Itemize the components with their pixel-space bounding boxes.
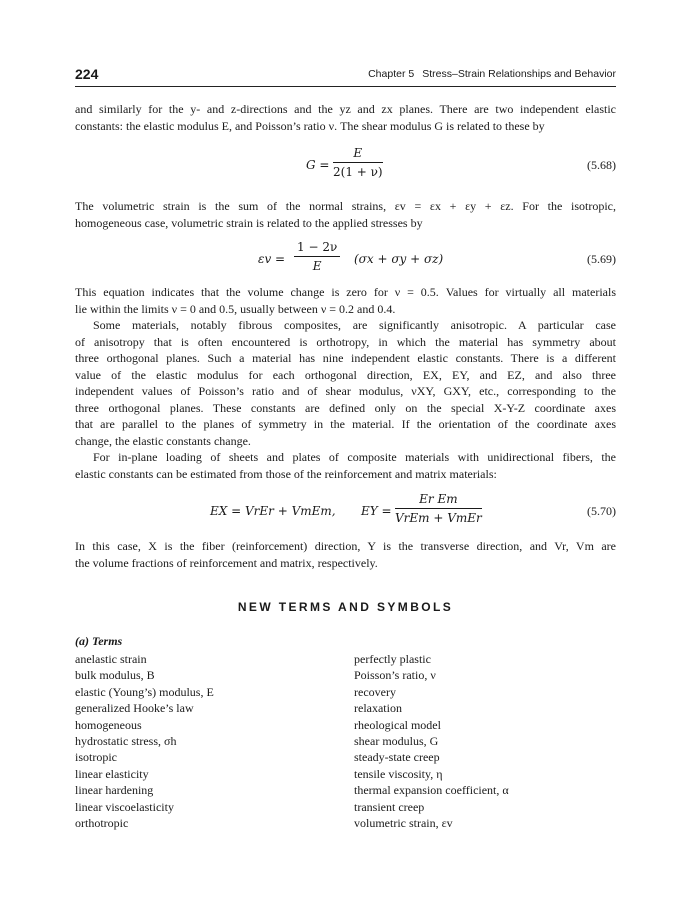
equation-lhs: εv = <box>258 252 286 266</box>
volumetric-paragraph <box>75 198 616 231</box>
chapter-title: Stress–Strain Relationships and Behavior <box>422 68 616 80</box>
term-item: volumetric strain, εv <box>354 816 453 831</box>
text-line: of anisotropy that is often encountered is orthotropy, in which the material has symmetry about <box>75 334 616 349</box>
equation-number: (5.68) <box>587 158 616 172</box>
section-title: NEW TERMS AND SYMBOLS <box>237 600 454 614</box>
fiber-paragraph <box>75 538 616 571</box>
equation-rhs: (σx + σy + σz) <box>354 252 444 266</box>
text-line: The volumetric strain is the sum of the normal strains, εv = εx + εy + εz. For the isotropic, <box>75 199 616 213</box>
fraction-denominator: VrEm + VmEr <box>395 511 482 525</box>
fraction-denominator: 2(1 + ν) <box>333 165 383 179</box>
text-line: that are parallel to the planes of symmetry in the material. If the orientation of the coordinate axes <box>75 417 616 431</box>
chapter-label <box>368 68 616 80</box>
text-line: For in-plane loading of sheets and plates of composite materials with unidirectional fibers, the <box>93 450 616 464</box>
equation-fraction <box>395 492 482 525</box>
fraction-numerator: 1 − 2ν <box>294 240 340 257</box>
anisotropy-paragraph <box>75 317 616 449</box>
equation-5-69 <box>75 240 616 282</box>
term-item: tensile viscosity, η <box>354 766 443 781</box>
page-number: 224 <box>75 66 99 82</box>
equation-fraction <box>294 240 340 273</box>
fraction-numerator: E <box>333 146 383 163</box>
limits-paragraph <box>75 284 616 317</box>
fraction-denominator: E <box>312 259 322 273</box>
text-line: and similarly for the y- and z-directions and the yz and zx planes. There are two independent elastic <box>75 102 616 116</box>
equation-fraction <box>333 146 383 179</box>
inplane-paragraph <box>75 449 616 482</box>
term-item: recovery <box>354 684 396 699</box>
text-line: In this case, X is the fiber (reinforcement) direction, Y is the transverse direction, and Vr, Vm are <box>75 539 616 553</box>
equation-lhs: G = <box>306 158 330 172</box>
equation-lhs: EY = <box>361 504 392 518</box>
term-item: bulk modulus, B <box>75 668 155 683</box>
text-line: homogeneous case, volumetric strain is related to the applied stresses by <box>75 215 423 230</box>
term-item: anelastic strain <box>75 652 147 666</box>
terms-list-right <box>354 651 509 831</box>
text-line: lie within the limits ν = 0 and 0.5, usually between ν = 0.2 and 0.4. <box>75 301 396 316</box>
running-header <box>75 64 616 87</box>
text-line: the volume fractions of reinforcement and matrix, respectively. <box>75 555 378 570</box>
text-line: independent values of Poisson’s ratio and of shear modulus, νXY, GXY, etc., corresponding to the <box>75 384 616 398</box>
term-item: homogeneous <box>75 717 142 732</box>
fraction-numerator: Er Em <box>395 492 482 509</box>
term-item: hydrostatic stress, σh <box>75 734 177 749</box>
equation-number: (5.69) <box>587 252 616 266</box>
terms-heading: (a) Terms <box>75 634 123 648</box>
text-line: change, the elastic constants change. <box>75 433 251 448</box>
text-line: This equation indicates that the volume change is zero for ν = 0.5. Values for virtually all materials <box>75 285 616 299</box>
term-item: steady-state creep <box>354 750 440 765</box>
equation-5-70 <box>75 492 616 534</box>
equation-5-68 <box>75 146 616 188</box>
term-item: linear hardening <box>75 783 154 798</box>
text-line: value of the elastic modulus for each orthogonal direction, EX, EY, and EZ, and also three <box>75 367 616 382</box>
term-item: elastic (Young’s) modulus, E <box>75 684 214 699</box>
text-line: Some materials, notably fibrous composites, are significantly anisotropic. A particular case <box>93 318 616 332</box>
chapter-number: Chapter 5 <box>368 68 415 80</box>
term-item: Poisson’s ratio, ν <box>354 668 436 683</box>
term-item: linear viscoelasticity <box>75 799 174 814</box>
text-line: elastic constants can be estimated from those of the reinforcement and matrix materials: <box>75 466 497 481</box>
equation-part-ex: EX = VrEr + VmEm, <box>210 504 336 518</box>
terms-list-left <box>75 651 214 831</box>
term-item: shear modulus, G <box>354 734 439 749</box>
equation-number: (5.70) <box>587 504 616 518</box>
term-item: generalized Hooke’s law <box>75 701 194 716</box>
text-line: three orthogonal planes. Such a material has nine independent elastic constants. There is a different <box>75 351 616 365</box>
term-item: linear elasticity <box>75 766 149 781</box>
term-item: perfectly plastic <box>354 652 431 666</box>
term-item: isotropic <box>75 750 117 765</box>
term-item: thermal expansion coefficient, α <box>354 783 509 798</box>
text-line: constants: the elastic modulus E, and Poisson’s ratio ν. The shear modulus G is related to these by <box>75 118 545 133</box>
term-item: transient creep <box>354 799 425 814</box>
term-item: rheological model <box>354 717 441 732</box>
term-item: orthotropic <box>75 816 129 831</box>
text-line: three orthogonal planes. These constants are defined only on the special X-Y-Z coordinate axes <box>75 400 616 415</box>
intro-paragraph <box>75 101 616 134</box>
term-item: relaxation <box>354 701 402 716</box>
